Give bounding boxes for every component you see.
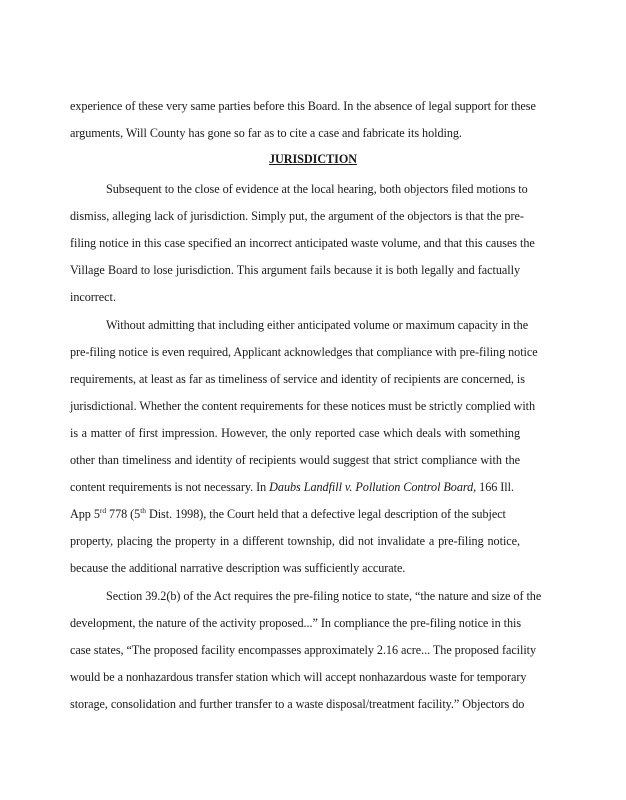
text-line: Section 39.2(b) of the Act requires the pre-filing notice to state, “the nature and size of the xyxy=(106,589,542,603)
citation-reporter: App 5 xyxy=(70,507,100,521)
case-volume: 166 Ill. xyxy=(476,480,514,494)
text-line: development, the nature of the activity proposed...” In compliance the pre-filing notice in this xyxy=(70,616,522,630)
text-line: experience of these very same parties before this Board. In the absence of legal support for these xyxy=(70,99,536,113)
text-line: Without admitting that including either anticipated volume or maximum capacity in the xyxy=(106,318,529,332)
text-line: Subsequent to the close of evidence at the local hearing, both objectors filed motions to xyxy=(106,182,528,196)
citation-lead: content requirements is not necessary. In xyxy=(70,480,270,494)
text-line: storage, consolidation and further transfer to a waste disposal/treatment facility.” Objectors do xyxy=(70,697,525,711)
citation-rest: Dist. 1998), the Court held that a defective legal description of the subject xyxy=(145,507,506,521)
text-line: requirements, at least as far as timeliness of service and identity of recipients are concerned, is xyxy=(70,372,525,386)
ordinal-suffix: rd xyxy=(99,506,107,515)
text-line: dismiss, alleging lack of jurisdiction. Simply put, the argument of the objectors is that the pre- xyxy=(70,209,524,223)
text-line: property, placing the property in a different township, did not invalidate a pre-filing notice, xyxy=(70,534,520,548)
text-line: would be a nonhazardous transfer station which will accept nonhazardous waste for temporary xyxy=(70,670,527,684)
text-line: incorrect. xyxy=(70,290,116,304)
citation-line xyxy=(70,480,520,494)
text-line: case states, “The proposed facility encompasses approximately 2.16 acre... The proposed facility xyxy=(70,643,537,657)
case-name: Daubs Landfill v. Pollution Control Board, xyxy=(269,480,477,494)
citation-page: 778 (5 xyxy=(106,507,141,521)
citation-line xyxy=(70,507,520,521)
section-heading: JURISDICTION xyxy=(268,152,358,166)
text-line: arguments, Will County has gone so far as to cite a case and fabricate its holding. xyxy=(70,126,462,140)
text-line: is a matter of first impression. However, the only reported case which deals with something xyxy=(70,426,520,440)
text-line: filing notice in this case specified an incorrect anticipated waste volume, and that this causes the xyxy=(70,236,535,250)
text-line: jurisdictional. Whether the content requirements for these notices must be strictly complied with xyxy=(70,399,536,413)
text-line: other than timeliness and identity of recipients would suggest that strict compliance with the xyxy=(70,453,520,467)
text-line: because the additional narrative description was sufficiently accurate. xyxy=(70,561,406,575)
text-line: pre-filing notice is even required, Applicant acknowledges that compliance with pre-filing notice xyxy=(70,345,538,359)
ordinal-suffix: th xyxy=(140,506,146,515)
text-line: Village Board to lose jurisdiction. This argument fails because it is both legally and factually xyxy=(70,263,520,277)
